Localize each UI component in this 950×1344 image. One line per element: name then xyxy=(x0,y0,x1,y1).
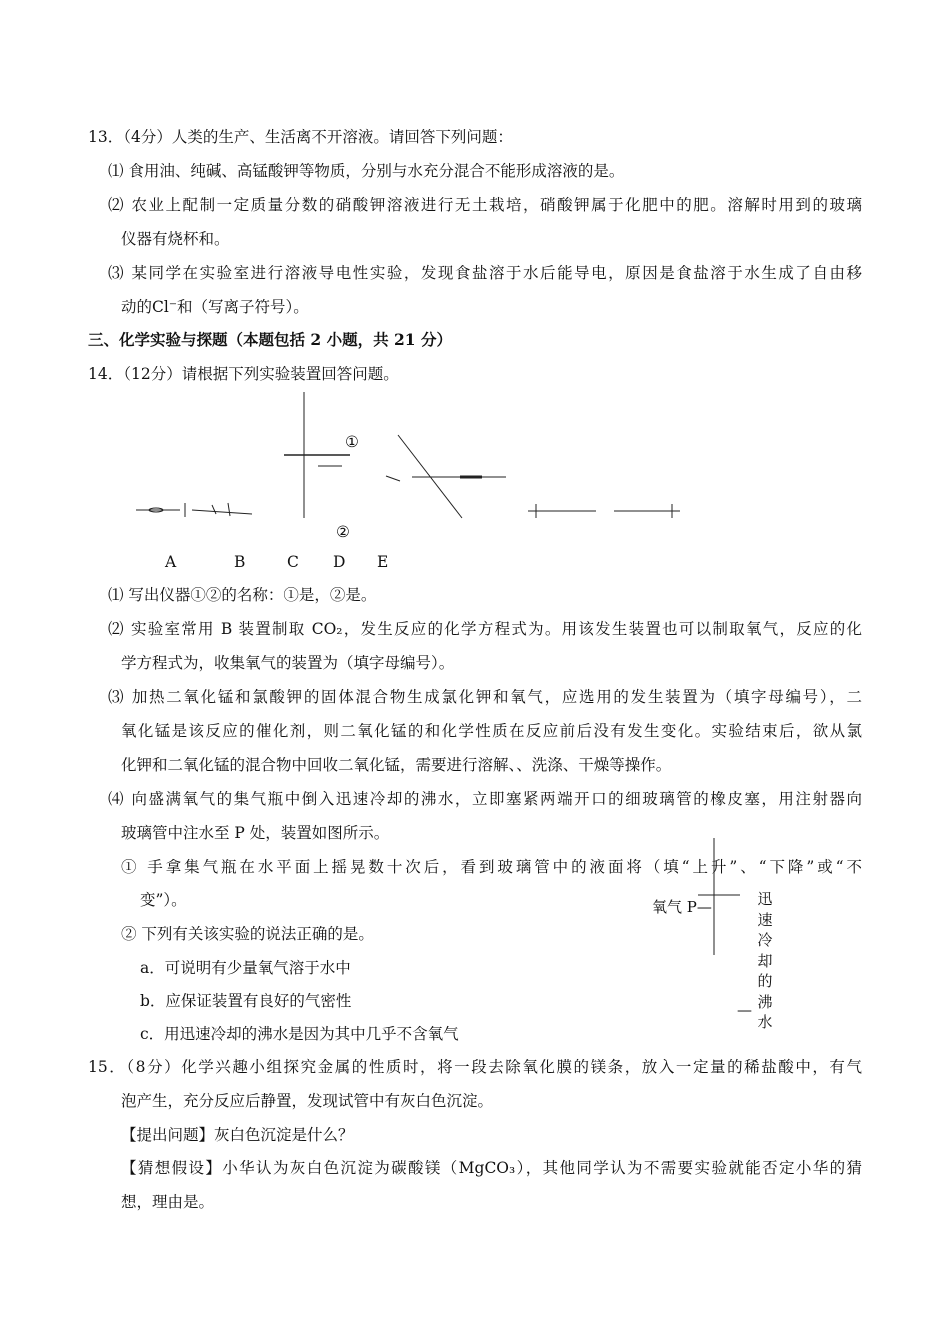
q15-hypothesis-line1: 【猜想假设】小华认为灰白色沉淀为碳酸镁（MgCO₃），其他同学认为不需要实验就能否定小华的猜 xyxy=(121,1159,862,1177)
oxygen-p-label: 氧气 P— xyxy=(652,898,712,916)
q15-hypothesis-line2: 想，理由是。 xyxy=(121,1193,215,1211)
q14-part4-line2: 玻璃管中注水至 P 处，装置如图所示。 xyxy=(121,824,390,842)
q14-sub1-line1: ① 手拿集气瓶在水平面上摇晃数十次后，看到玻璃管中的液面将（填“上升”、“下降”或“不 xyxy=(121,858,862,876)
q14-part4-line1: ⑷ 向盛满氧气的集气瓶中倒入迅速冷却的沸水，立即塞紧两端开口的细玻璃管的橡皮塞，用注射器向 xyxy=(108,790,862,808)
apparatus-label-a: A xyxy=(165,553,177,571)
water-char: 冷 xyxy=(757,931,773,949)
q13-part3-line2: 动的Cl⁻和（写离子符号）。 xyxy=(121,298,309,316)
q14-sub1-line2: 变”）。 xyxy=(140,891,187,909)
apparatus-label-d: D xyxy=(333,553,346,571)
water-char: 水 xyxy=(757,1013,773,1031)
q13-part2-line1: ⑵ 农业上配制一定质量分数的硝酸钾溶液进行无土栽培，硝酸钾属于化肥中的肥。溶解时用到的玻璃 xyxy=(108,196,862,214)
instrument-mark-1: ① xyxy=(345,433,359,451)
q14-part2-line2: 学方程式为，收集氧气的装置为（填字母编号）。 xyxy=(121,654,455,672)
q14-stem: 14．（12分）请根据下列实验装置回答问题。 xyxy=(88,365,399,383)
q15-stem-line2: 泡产生，充分反应后静置，发现试管中有灰白色沉淀。 xyxy=(121,1092,494,1110)
q14-part1: ⑴ 写出仪器①②的名称：①是，②是。 xyxy=(108,586,377,604)
apparatus-label-c: C xyxy=(287,553,299,571)
boiling-water-label xyxy=(756,889,774,1033)
q13-part2-line2: 仪器有烧杯和。 xyxy=(121,230,230,248)
apparatus-label-e: E xyxy=(377,553,389,571)
water-char: 的 xyxy=(757,972,773,990)
q14-part2-line1: ⑵ 实验室常用 B 装置制取 CO₂，发生反应的化学方程式为。用该发生装置也可以制取氧气，反应的化 xyxy=(108,620,862,638)
q15-question: 【提出问题】灰白色沉淀是什么？ xyxy=(121,1126,354,1144)
water-char: 迅 xyxy=(757,890,773,908)
q14-option-b: b．应保证装置有良好的气密性 xyxy=(140,992,352,1010)
apparatus-b-mark2 xyxy=(228,503,230,516)
q14-part3-line3: 化钾和二氧化锰的混合物中回收二氧化锰，需要进行溶解、、洗涤、干燥等操作。 xyxy=(121,756,672,774)
water-char: 速 xyxy=(757,910,773,929)
section-heading: 三、化学实验与探题（本题包括 2 小题，共 21 分） xyxy=(88,330,452,349)
water-char: 沸 xyxy=(757,992,773,1011)
q15-stem-line1: 15．（8分）化学兴趣小组探究金属的性质时，将一段去除氧化膜的镁条，放入一定量的稀盐酸中，有气 xyxy=(88,1058,862,1076)
water-leader-dash: — xyxy=(737,1001,752,1019)
q13-part1: ⑴ 食用油、纯碱、高锰酸钾等物质，分别与水充分混合不能形成溶液的是。 xyxy=(108,162,625,180)
apparatus-b-line xyxy=(192,510,252,514)
apparatus-b-mark xyxy=(212,505,216,514)
apparatus-label-b: B xyxy=(234,553,246,571)
q13-stem: 13．（4分）人类的生产、生活离不开溶液。请回答下列问题： xyxy=(88,128,513,146)
q14-part3-line1: ⑶ 加热二氧化锰和氯酸钾的固体混合物生成氯化钾和氧气，应选用的发生装置为（填字母编号），二 xyxy=(108,688,862,706)
q14-option-a: a．可说明有少量氧气溶于水中 xyxy=(140,959,351,977)
water-char: 却 xyxy=(757,951,773,970)
q14-sub2: ② 下列有关该实验的说法正确的是。 xyxy=(121,925,374,943)
q14-part3-line2: 氧化锰是该反应的催化剂，则二氧化锰的和化学性质在反应前后没有发生变化。实验结束后，欲从氯 xyxy=(121,722,862,740)
q14-option-c: c．用迅速冷却的沸水是因为其中几乎不含氧气 xyxy=(140,1025,459,1043)
instrument-mark-2: ② xyxy=(336,523,350,541)
apparatus-d-mark xyxy=(386,476,400,481)
q13-part3-line1: ⑶ 某同学在实验室进行溶液导电性实验，发现食盐溶于水后能导电，原因是食盐溶于水生成了自由移 xyxy=(108,264,862,282)
